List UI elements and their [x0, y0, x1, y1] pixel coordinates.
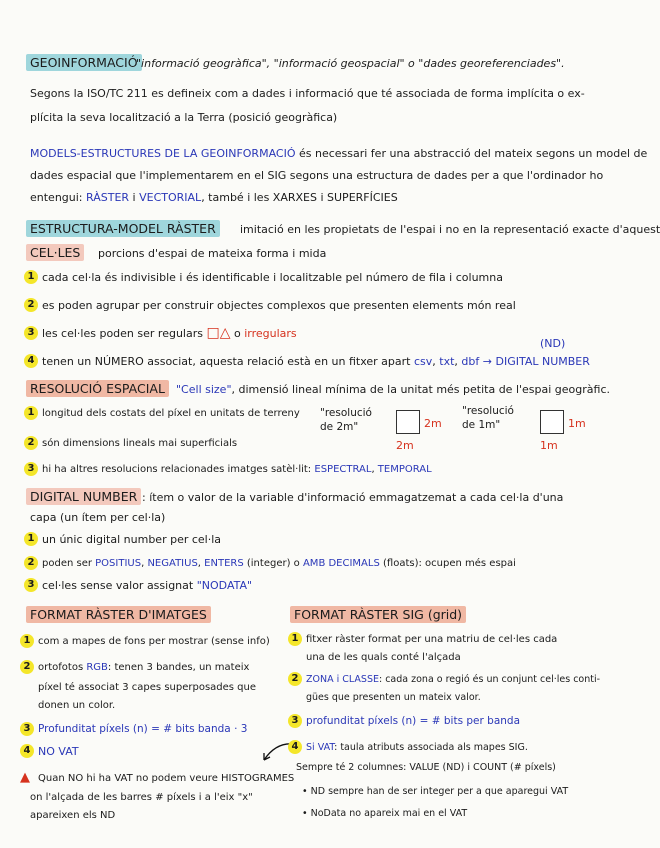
- dn-num-3: 3: [24, 578, 38, 592]
- cells-item-1: cada cel·la és indivisible i és identificable i localitzable pel número de fila i columna: [42, 271, 503, 284]
- models-line-1: MODELS-ESTRUCTURES DE LA GEOINFORMACIÓ és necessari fer una abstracció del mateix segons un model de: [30, 147, 648, 160]
- sig-item-1-l2: una de les quals conté l'alçada: [306, 652, 461, 663]
- res-1m-bottom: 1m: [540, 439, 558, 452]
- dn-num-2: 2: [24, 556, 38, 570]
- res-num-3: 3: [24, 462, 38, 476]
- sig-bullet-1: • ND sempre han de ser integer per a que aparegui VAT: [302, 786, 569, 797]
- warning-icon: ▲: [20, 770, 30, 785]
- img-item-3: Profunditat píxels (n) = # bits banda · 3: [38, 723, 248, 735]
- resolution-title: RESOLUCIÓ ESPACIAL: [26, 380, 169, 397]
- resolution-desc: "Cell size", dimensió lineal mínima de la unitat més petita de l'espai geogràfic.: [176, 383, 610, 396]
- dn-item-1: un únic digital number per cel·la: [42, 533, 222, 546]
- dn-desc-2: capa (un ítem per cel·la): [30, 511, 166, 524]
- res-item-1: longitud dels costats del píxel en unitats de terreny: [42, 408, 300, 419]
- sig-item-2-l1: ZONA i CLASSE: cada zona o regió és un conjunt cel·les conti-: [306, 674, 601, 685]
- sig-bullet-2: • NoData no apareix mai en el VAT: [302, 808, 468, 819]
- res-1m-side: 1m: [568, 417, 586, 430]
- img-num-3: 3: [20, 722, 34, 736]
- res-num-1: 1: [24, 406, 38, 420]
- img-item-2-l2: píxel té associat 3 capes superposades que: [38, 682, 257, 693]
- models-title: MODELS-ESTRUCTURES DE LA GEOINFORMACIÓ: [30, 147, 296, 160]
- dn-item-2: poden ser POSITIUS, NEGATIUS, ENTERS (integer) o AMB DECIMALS (floats): ocupen més espai: [42, 558, 516, 569]
- pixel-1m-square: [540, 410, 564, 434]
- res-2m-bottom: 2m: [396, 439, 414, 452]
- vectorial-term: VECTORIAL: [139, 191, 202, 204]
- irregular-term: irregulars: [244, 327, 297, 340]
- dn-desc-1: : ítem o valor de la variable d'informació emmagatzemat a cada cel·la d'una: [142, 491, 564, 504]
- img-warn-3: apareixen els ND: [30, 810, 116, 821]
- res-example-1: "resolució de 2m": [320, 407, 372, 433]
- sig-item-2-l2: gües que presenten un mateix valor.: [306, 692, 481, 703]
- geoinformacio-def-2: plícita la seva localització a la Terra (posició geogràfica): [30, 111, 338, 124]
- geoinformacio-terms: "informació geogràfica", "informació geospacial" o "dades georeferenciades".: [136, 57, 565, 70]
- img-num-2: 2: [20, 660, 34, 674]
- sig-item-1-l1: fitxer ràster format per una matriu de cel·les cada: [306, 634, 558, 645]
- sig-num-4: 4: [288, 740, 302, 754]
- res-item-2: són dimensions lineals mai superficials: [42, 438, 238, 449]
- fmt-img-title: FORMAT RÀSTER D'IMATGES: [26, 606, 211, 623]
- res-2m-side: 2m: [424, 417, 442, 430]
- img-warn-1: Quan NO hi ha VAT no podem veure HISTOGRAMES: [38, 773, 295, 784]
- shapes-icon: □△: [206, 325, 231, 341]
- img-num-1: 1: [20, 634, 34, 648]
- img-item-1: com a mapes de fons per mostrar (sense info): [38, 636, 270, 647]
- raster-model-title: ESTRUCTURA-MODEL RÀSTER: [26, 220, 220, 237]
- sig-num-2: 2: [288, 672, 302, 686]
- geoinformacio-def-1: Segons la ISO/TC 211 es defineix com a dades i informació que té associada de forma implícita o ex-: [30, 87, 585, 100]
- img-warn-2: on l'alçada de les barres # píxels i a l'eix "x": [30, 792, 253, 803]
- res-item-3: hi ha altres resolucions relacionades imatges satèl·lit: ESPECTRAL, TEMPORAL: [42, 464, 432, 475]
- cells-item-4: tenen un NÚMERO associat, aquesta relació està en un fitxer apart csv, txt, dbf → DIGITAL NUMBER: [42, 355, 590, 368]
- cells-num-3: 3: [24, 326, 38, 340]
- res-example-2: "resolució de 1m": [462, 405, 514, 431]
- cells-item-3: les cel·les poden ser regulars □△ o irregulars: [42, 325, 297, 341]
- dn-item-3: cel·les sense valor assignat "NODATA": [42, 579, 253, 592]
- dn-num-1: 1: [24, 532, 38, 546]
- sig-item-3: profunditat píxels (n) = # bits per banda: [306, 715, 521, 727]
- cells-num-4: 4: [24, 354, 38, 368]
- sig-item-4-l1: Si VAT: taula atributs associada als mapes SIG.: [306, 742, 528, 753]
- res-num-2: 2: [24, 436, 38, 450]
- models-line-2: dades espacial que l'implementarem en el SIG segons una estructura de dades per a que l'ordinador ho: [30, 169, 604, 182]
- dn-title: DIGITAL NUMBER: [26, 488, 141, 505]
- models-line-3: entengui: RÀSTER i VECTORIAL, també i les XARXES i SUPERFÍCIES: [30, 191, 398, 204]
- sig-num-3: 3: [288, 714, 302, 728]
- arrow-icon: →: [482, 355, 492, 368]
- sig-item-4-l2: Sempre té 2 columnes: VALUE (ND) i COUNT (# píxels): [296, 762, 556, 773]
- sig-num-1: 1: [288, 632, 302, 646]
- img-num-4: 4: [20, 744, 34, 758]
- cells-item-2: es poden agrupar per construir objectes complexos que presenten elements món real: [42, 299, 516, 312]
- pixel-2m-square: [396, 410, 420, 434]
- cells-num-2: 2: [24, 298, 38, 312]
- raster-model-desc: imitació en les propietats de l'espai i no en la representació exacte d'aquest: [240, 223, 660, 236]
- fmt-sig-title: FORMAT RÀSTER SIG (grid): [290, 606, 466, 623]
- cells-num-1: 1: [24, 270, 38, 284]
- img-item-2-l3: donen un color.: [38, 700, 116, 711]
- img-item-2-l1: ortofotos RGB: tenen 3 bandes, un mateix: [38, 662, 250, 673]
- digital-number-term: DIGITAL NUMBER: [495, 355, 590, 368]
- cells-title: CEL·LES: [26, 244, 84, 261]
- nd-label: (ND): [540, 337, 566, 350]
- raster-term: RÀSTER: [86, 191, 130, 204]
- img-item-4: NO VAT: [38, 745, 79, 758]
- geoinformacio-title: GEOINFORMACIÓ: [26, 54, 142, 71]
- cells-desc: porcions d'espai de mateixa forma i mida: [98, 247, 327, 260]
